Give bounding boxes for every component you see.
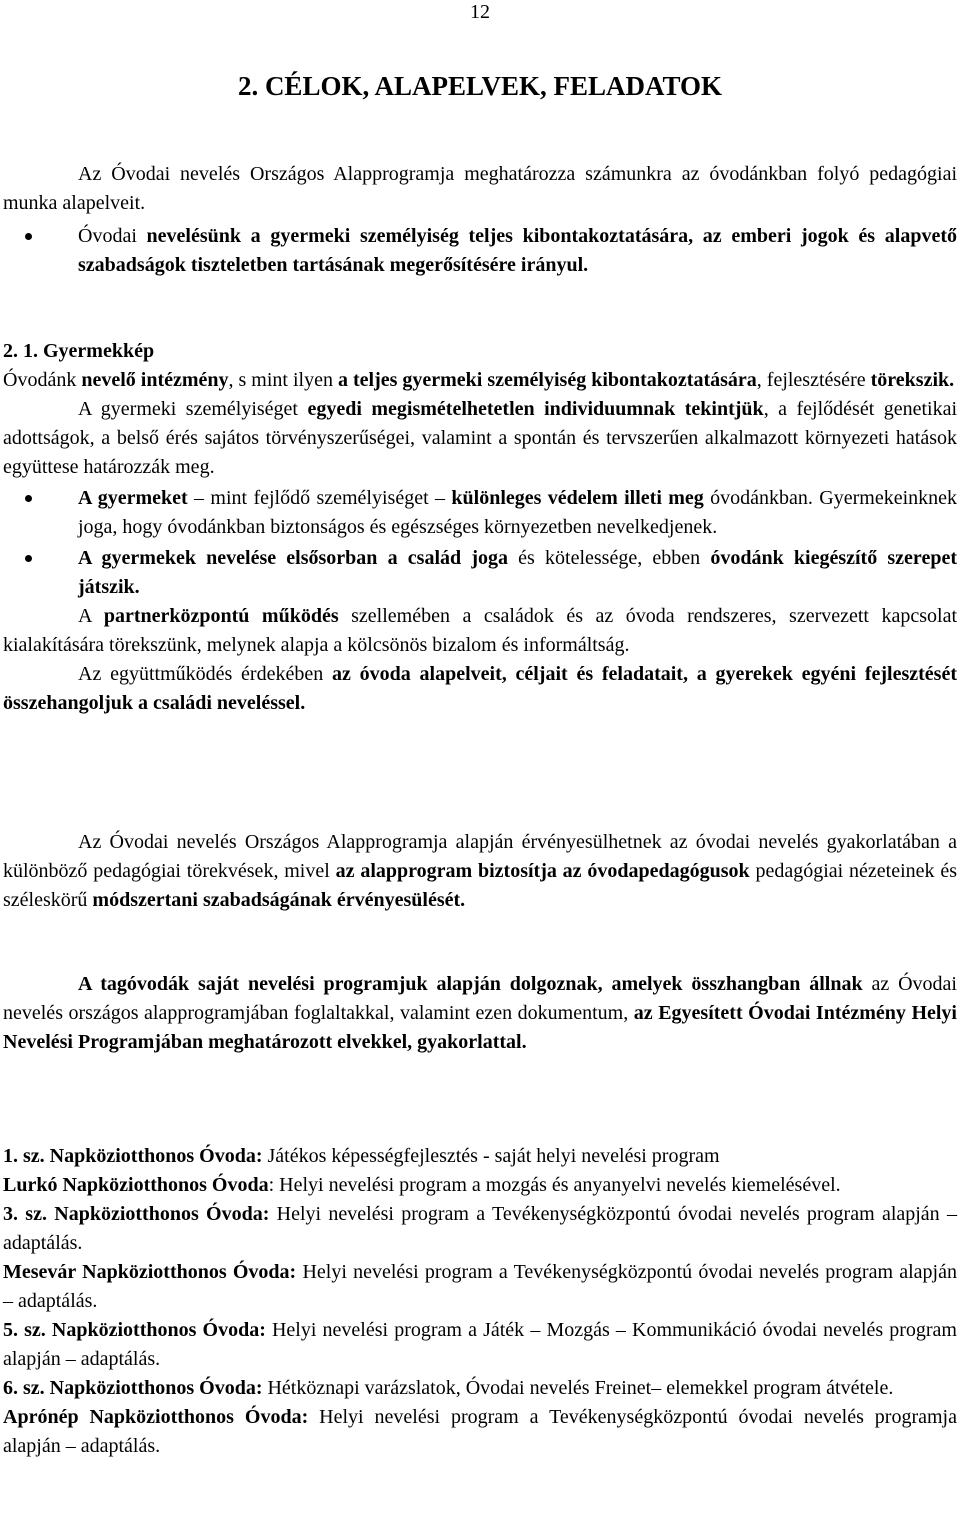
text-run: Az együttműködés érdekében — [78, 663, 332, 685]
page-number: 12 — [470, 1, 490, 23]
program-item — [3, 1171, 957, 1200]
text-run: , a fejlődését genetikai adottságok, a belső érés sajátos törvényszerűségei, valamint a spontán és tervszerűen alkalmazott környezeti hatások együttese határozzák meg. — [3, 398, 958, 478]
section-bullet-2 — [3, 544, 957, 602]
program-description: Játékos képességfejlesztés - saját helyi nevelési program — [262, 1145, 720, 1167]
kindergarten-name: Mesevár Napköziotthonos Óvoda: — [3, 1261, 297, 1283]
text-run: Óvodánk — [3, 369, 82, 391]
intro-bullet — [3, 222, 957, 280]
tagovodak-section — [3, 970, 957, 1057]
bold-run: módszertani szabadságának érvényesülését. — [92, 889, 466, 911]
program-item — [3, 1316, 957, 1374]
text-run: az Óvodai nevelés országos alapprogramjában foglaltakkal, valamint ezen dokumentum, — [3, 973, 957, 1024]
intro-paragraph: Az Óvodai nevelés Országos Alapprogramja meghatározza számunkra az óvodánkban folyó pedagógiai munka alapelveit. — [3, 163, 957, 214]
kindergarten-name: 6. sz. Napköziotthonos Óvoda: — [3, 1377, 263, 1399]
kindergarten-name: 3. sz. Napköziotthonos Óvoda: — [3, 1203, 270, 1225]
bold-run: az alapprogram biztosítja az óvodapedagógusok — [335, 860, 750, 882]
text-run: és kötelessége, ebben — [507, 547, 711, 569]
bold-run: A gyermeket — [78, 487, 188, 509]
bold-run: az Egyesített Óvodai Intézmény Helyi Nevelési Programjában meghatározott elvekkel, gyakorlattal. — [3, 1002, 957, 1053]
program-description: : Helyi nevelési program a mozgás és anyanyelvi nevelés kiemelésével. — [268, 1174, 841, 1196]
text-run: A gyermeki személyiséget — [78, 398, 308, 420]
section-gyermekkep — [3, 337, 957, 718]
kindergarten-name: 5. sz. Napköziotthonos Óvoda: — [3, 1319, 266, 1341]
bold-run: partnerközpontú működés — [103, 605, 339, 627]
section-heading: 2. 1. Gyermekkép — [3, 340, 155, 362]
text-run: Az Óvodai nevelés Országos Alapprogramja alapján érvényesülhetnek az óvodai nevelés gyakorlatában a különböző pedagógiai törekvések, mivel — [3, 831, 957, 882]
text-run: , fejlesztésére — [756, 369, 871, 391]
program-item — [3, 1142, 957, 1171]
bold-run: A tagóvodák saját nevelési programjuk alapján dolgoznak, amelyek összhangban állnak — [78, 973, 863, 995]
text-run: pedagógiai nézeteinek és széleskörű — [3, 860, 958, 911]
program-description: Helyi nevelési program a Tevékenységközpontú óvodai nevelés program alapján – adaptálás. — [3, 1261, 957, 1312]
program-item — [3, 1258, 957, 1316]
kindergarten-name: Lurkó Napköziotthonos Óvoda — [3, 1174, 269, 1196]
bold-run: óvodánk kiegészítő szerepet játszik. — [78, 547, 957, 598]
section-paragraph-1 — [3, 366, 957, 395]
program-description: Helyi nevelési program a Tevékenységközpontú óvodai nevelés program alapján – adaptálás. — [3, 1203, 957, 1254]
text-run: óvodánkban. Gyermekeinknek joga, hogy óvodánkban biztonságos és egészséges környezetben nevelkedjenek. — [78, 487, 958, 538]
text-run: A — [78, 605, 104, 627]
alapprogram-paragraph — [3, 828, 957, 915]
bold-run: nevelő intézmény — [81, 369, 229, 391]
text-run: – mint fejlődő személyiséget – — [187, 487, 452, 509]
section-paragraph-4 — [3, 660, 957, 718]
intro-bullet-text: Óvodai — [78, 225, 147, 247]
kindergarten-name: 1. sz. Napköziotthonos Óvoda: — [3, 1145, 263, 1167]
text-run: szellemében a családok és az óvoda rendszeres, szervezett kapcsolat kialakítására törekszünk, melynek alapja a kölcsönös bizalom és informáltság. — [3, 605, 958, 656]
alapprogram-section — [3, 828, 957, 915]
program-item — [3, 1200, 957, 1258]
section-paragraph-3 — [3, 602, 957, 660]
program-item — [3, 1403, 957, 1461]
program-description: Hétköznapi varázslatok, Óvodai nevelés Freinet– elemekkel program átvétele. — [262, 1377, 894, 1399]
kindergarten-name: Aprónép Napköziotthonos Óvoda: — [3, 1406, 309, 1428]
section-bullet-1 — [3, 484, 957, 542]
bold-run: az óvoda alapelveit, céljait és feladatait, a gyerekek egyéni fejlesztését összehangoljuk a családi neveléssel. — [3, 663, 958, 714]
bold-run: törekszik. — [870, 369, 955, 391]
bold-run: különleges védelem illeti meg — [451, 487, 704, 509]
intro-section — [3, 160, 957, 280]
program-description: Helyi nevelési program a Játék – Mozgás – Kommunikáció óvodai nevelés program alapján – adaptálás. — [3, 1319, 957, 1370]
section-paragraph-2 — [3, 395, 957, 482]
bold-run: egyedi megismételhetetlen individuumnak tekintjük — [307, 398, 764, 420]
program-item — [3, 1374, 957, 1403]
tagovodak-paragraph — [3, 970, 957, 1057]
chapter-title: 2. CÉLOK, ALAPELVEK, FELADATOK — [237, 71, 723, 101]
bold-run: A gyermekek nevelése elsősorban a család joga — [78, 547, 508, 569]
text-run: , s mint ilyen — [228, 369, 338, 391]
program-list — [3, 1142, 957, 1461]
intro-bullet-bold: nevelésünk a gyermeki személyiség teljes kibontakoztatására, az emberi jogok és alapvető szabadságok tiszteletben tartásának megerősítésére irányul. — [78, 225, 957, 276]
program-description: Helyi nevelési program a Tevékenységközpontú óvodai nevelés programja alapján – adaptálás. — [3, 1406, 957, 1457]
bold-run: a teljes gyermeki személyiség kibontakoztatására — [337, 369, 757, 391]
